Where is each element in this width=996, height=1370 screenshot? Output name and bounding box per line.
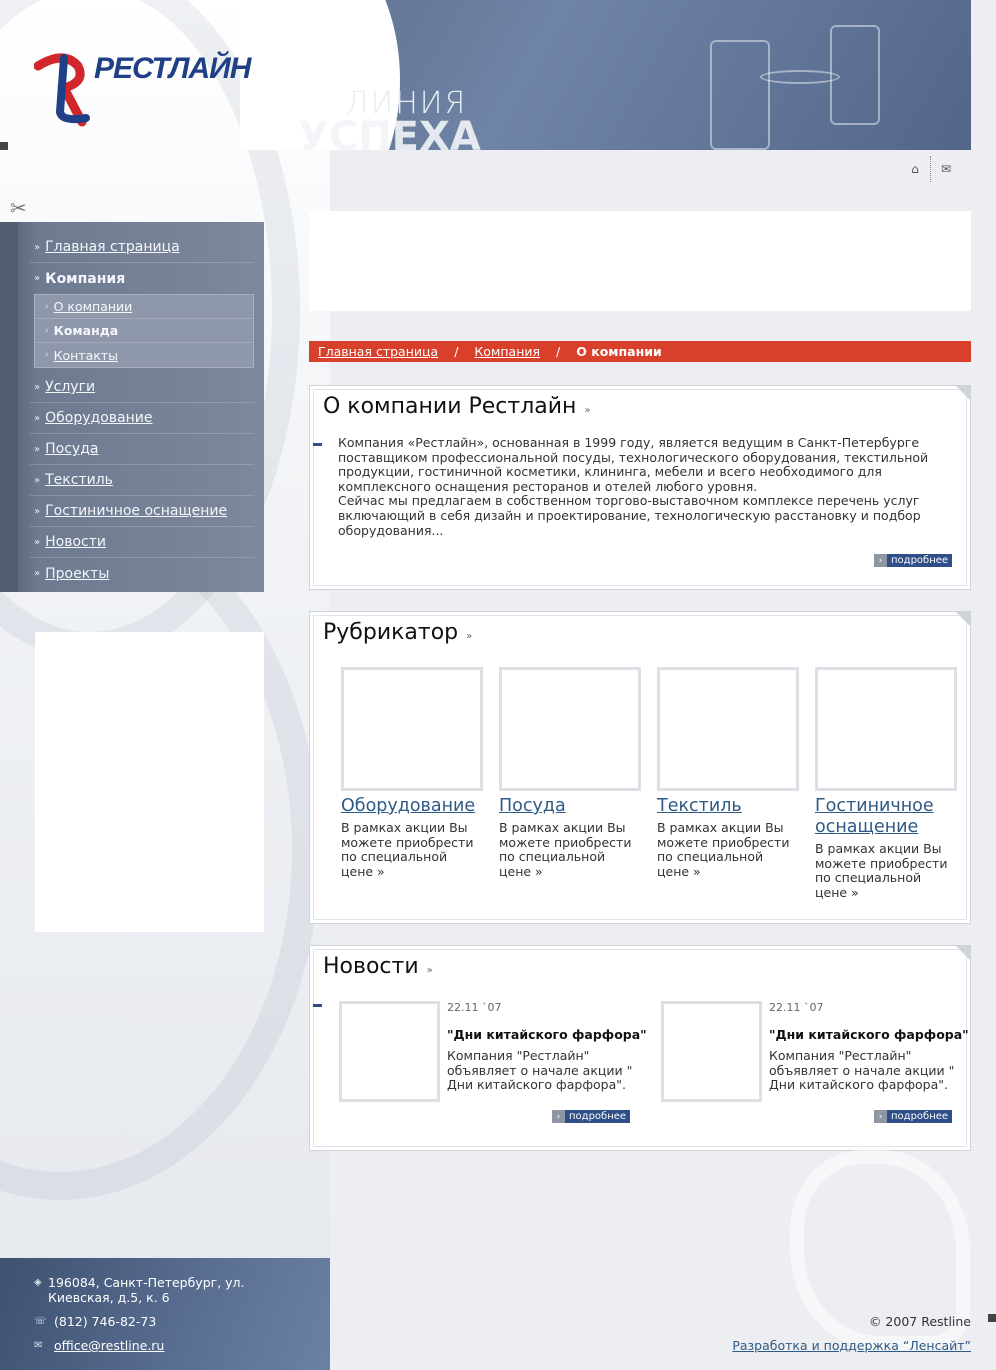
news-panel (309, 945, 971, 1151)
sidebar-item-projects (30, 558, 254, 589)
rubric-item (815, 667, 957, 900)
news-image[interactable] (661, 1001, 762, 1102)
more-arrow-icon: › (874, 1110, 887, 1123)
copyright: © 2007 Restline (868, 1314, 971, 1329)
more-label: подробнее (887, 554, 952, 567)
decor-square (0, 142, 8, 150)
title-arrow-icon: » (584, 405, 591, 416)
news-text: Компания "Рестлайн" объявляет о начале акции " Дни китайского фарфора". (447, 1048, 633, 1092)
rubricator-title-text: Рубрикатор (323, 620, 459, 645)
news-title (323, 954, 433, 979)
footer-phone: (812) 746-82-73 (54, 1314, 157, 1329)
rubric-description: В рамках акции Вы можете приобрести по специальной цене » (815, 841, 948, 900)
breadcrumb (309, 341, 971, 362)
sidebar-link-news[interactable]: Новости (45, 534, 106, 550)
more-arrow-icon: › (552, 1110, 565, 1123)
bullet-icon: » (34, 412, 41, 424)
sidebar-item-services (30, 372, 254, 403)
sidebar-item-textile (30, 465, 254, 496)
rubric-item (341, 667, 483, 879)
rubric-image[interactable] (341, 667, 483, 791)
more-label: подробнее (565, 1110, 630, 1123)
rubric-item (499, 667, 641, 879)
rubric-link[interactable]: Посуда (499, 796, 566, 816)
breadcrumb-separator: / (454, 344, 459, 359)
news-headline[interactable]: "Дни китайского фарфора" (447, 1027, 647, 1042)
logo-text: РЕСТЛАЙН (94, 52, 251, 85)
subnav-item-contacts (35, 343, 253, 367)
bullet-icon: › (45, 301, 49, 312)
sidebar-link-equipment[interactable]: Оборудование (45, 410, 153, 426)
bullet-icon: » (34, 474, 41, 486)
footer-email-row (34, 1338, 164, 1353)
rubric-link[interactable]: Текстиль (657, 796, 742, 816)
sidebar-item-news (30, 527, 254, 558)
sidebar-link-company[interactable]: Компания (45, 270, 126, 287)
rubric-description: В рамках акции Вы можете приобрести по специальной цене » (657, 820, 790, 879)
bullet-icon: » (34, 505, 41, 517)
rubric-link[interactable]: Оборудование (341, 796, 476, 816)
subnav-link-about[interactable]: О компании (53, 299, 133, 314)
sidebar-item-tableware (30, 434, 254, 465)
footer-address-row (34, 1275, 274, 1305)
rubric-description: В рамках акции Вы можете приобрести по специальной цене » (341, 820, 474, 879)
footer (0, 1258, 996, 1370)
footer-phone-row (34, 1314, 156, 1329)
left-background (0, 0, 330, 1260)
rubric-image[interactable] (499, 667, 641, 791)
rubric-image[interactable] (657, 667, 799, 791)
bullet-icon: » (34, 381, 41, 393)
slogan-line-2: УСПЕХА (298, 114, 481, 160)
about-title (323, 394, 591, 419)
sidebar-subnav (34, 294, 254, 368)
site-logo[interactable] (34, 48, 250, 128)
about-title-text: О компании Рестлайн (323, 394, 577, 419)
sidebar-link-hotel[interactable]: Гостиничное оснащение (45, 503, 228, 519)
about-text (338, 436, 938, 538)
sidebar-link-textile[interactable]: Текстиль (45, 472, 113, 488)
section-marker (313, 1004, 322, 1007)
mail-icon[interactable]: ✉ (940, 162, 952, 176)
utility-icons (900, 156, 961, 182)
sidebar-link-projects[interactable]: Проекты (45, 565, 110, 582)
subnav-item-team (35, 319, 253, 343)
rubricator-panel (309, 611, 971, 924)
rl-logo-mark-icon (34, 48, 104, 128)
news-more-button[interactable] (874, 1110, 952, 1123)
about-paragraph-2: Сейчас мы предлагаем в собственном торгово-выставочном комплексе перечень услуг включающий в себя дизайн и проектирование, технологическую расстановку и подбор оборудования... (338, 493, 921, 538)
sidebar-link-home[interactable]: Главная страница (45, 239, 180, 255)
sidebar-item-equipment (30, 403, 254, 434)
title-arrow-icon: » (466, 631, 473, 642)
location-icon: ◈ (34, 1277, 42, 1288)
bullet-icon: » (34, 536, 41, 548)
developer-credit (732, 1338, 971, 1353)
news-more-button[interactable] (552, 1110, 630, 1123)
sidebar-item-hotel (30, 496, 254, 527)
footer-address: 196084, Санкт-Петербург, ул. Киевская, д.5, к. 6 (48, 1275, 245, 1305)
breadcrumb-section-link[interactable]: Компания (474, 344, 541, 359)
rubric-link[interactable]: Гостиничное оснащение (815, 796, 934, 837)
breadcrumb-separator: / (556, 344, 561, 359)
sidebar-banner-box (35, 632, 264, 932)
sidebar-item-company (30, 263, 254, 294)
title-arrow-icon: » (426, 965, 433, 976)
developer-link[interactable]: Разработка и поддержка “Ленсайт” (732, 1338, 971, 1353)
mail-icon: ✉ (34, 1340, 43, 1351)
bullet-icon: » (34, 443, 41, 455)
section-marker (313, 443, 322, 446)
about-more-button[interactable] (874, 554, 952, 567)
breadcrumb-home-link[interactable]: Главная страница (318, 344, 439, 359)
rubric-item (657, 667, 799, 879)
more-label: подробнее (887, 1110, 952, 1123)
more-arrow-icon: › (874, 554, 887, 567)
sidebar-link-services[interactable]: Услуги (45, 379, 96, 395)
subnav-link-contacts[interactable]: Контакты (53, 347, 118, 363)
rubric-description: В рамках акции Вы можете приобрести по специальной цене » (499, 820, 632, 879)
subnav-item-about (35, 295, 253, 319)
top-content-box (309, 211, 971, 311)
rubric-image[interactable] (815, 667, 957, 791)
banner-slogan (298, 86, 481, 160)
home-icon[interactable]: ⌂ (911, 162, 919, 176)
sidebar-nav (0, 222, 264, 592)
slogan-line-1: ЛИНИЯ (346, 86, 468, 121)
about-panel (309, 385, 971, 590)
bullet-icon: › (45, 325, 49, 336)
sidebar-link-tableware[interactable]: Посуда (45, 441, 99, 457)
banner-table-graphic (760, 70, 840, 84)
bullet-icon: » (34, 273, 41, 284)
bullet-icon: › (45, 350, 49, 360)
about-paragraph-1: Компания «Рестлайн», основанная в 1999 году, является ведущим в Санкт-Петербурге поставщиком профессиональной посуды, технологического оборудования, текстильной продукции, гостиничной косметики, клининга, мебели и всего необходимого для комплексного оснащения ресторанов и отелей любого уровня. (338, 435, 929, 494)
breadcrumb-current: О компании (576, 344, 662, 359)
footer-email-link[interactable]: office@restline.ru (54, 1338, 165, 1353)
news-title-text: Новости (323, 954, 419, 979)
sidebar-item-home (30, 232, 254, 263)
news-image[interactable] (339, 1001, 440, 1102)
subnav-link-team[interactable]: Команда (53, 323, 119, 338)
bullet-icon: » (34, 241, 41, 253)
scissors-icon: ✂ (10, 196, 27, 220)
banner-chair-graphic (710, 40, 770, 150)
phone-icon: ☏ (34, 1316, 47, 1327)
news-date: 22.11 `07 (447, 1001, 502, 1014)
news-headline[interactable]: "Дни китайского фарфора" (769, 1027, 969, 1042)
bullet-icon: » (34, 568, 41, 579)
news-date: 22.11 `07 (769, 1001, 824, 1014)
rubricator-title (323, 620, 472, 645)
news-text: Компания "Рестлайн" объявляет о начале акции " Дни китайского фарфора". (769, 1048, 955, 1092)
